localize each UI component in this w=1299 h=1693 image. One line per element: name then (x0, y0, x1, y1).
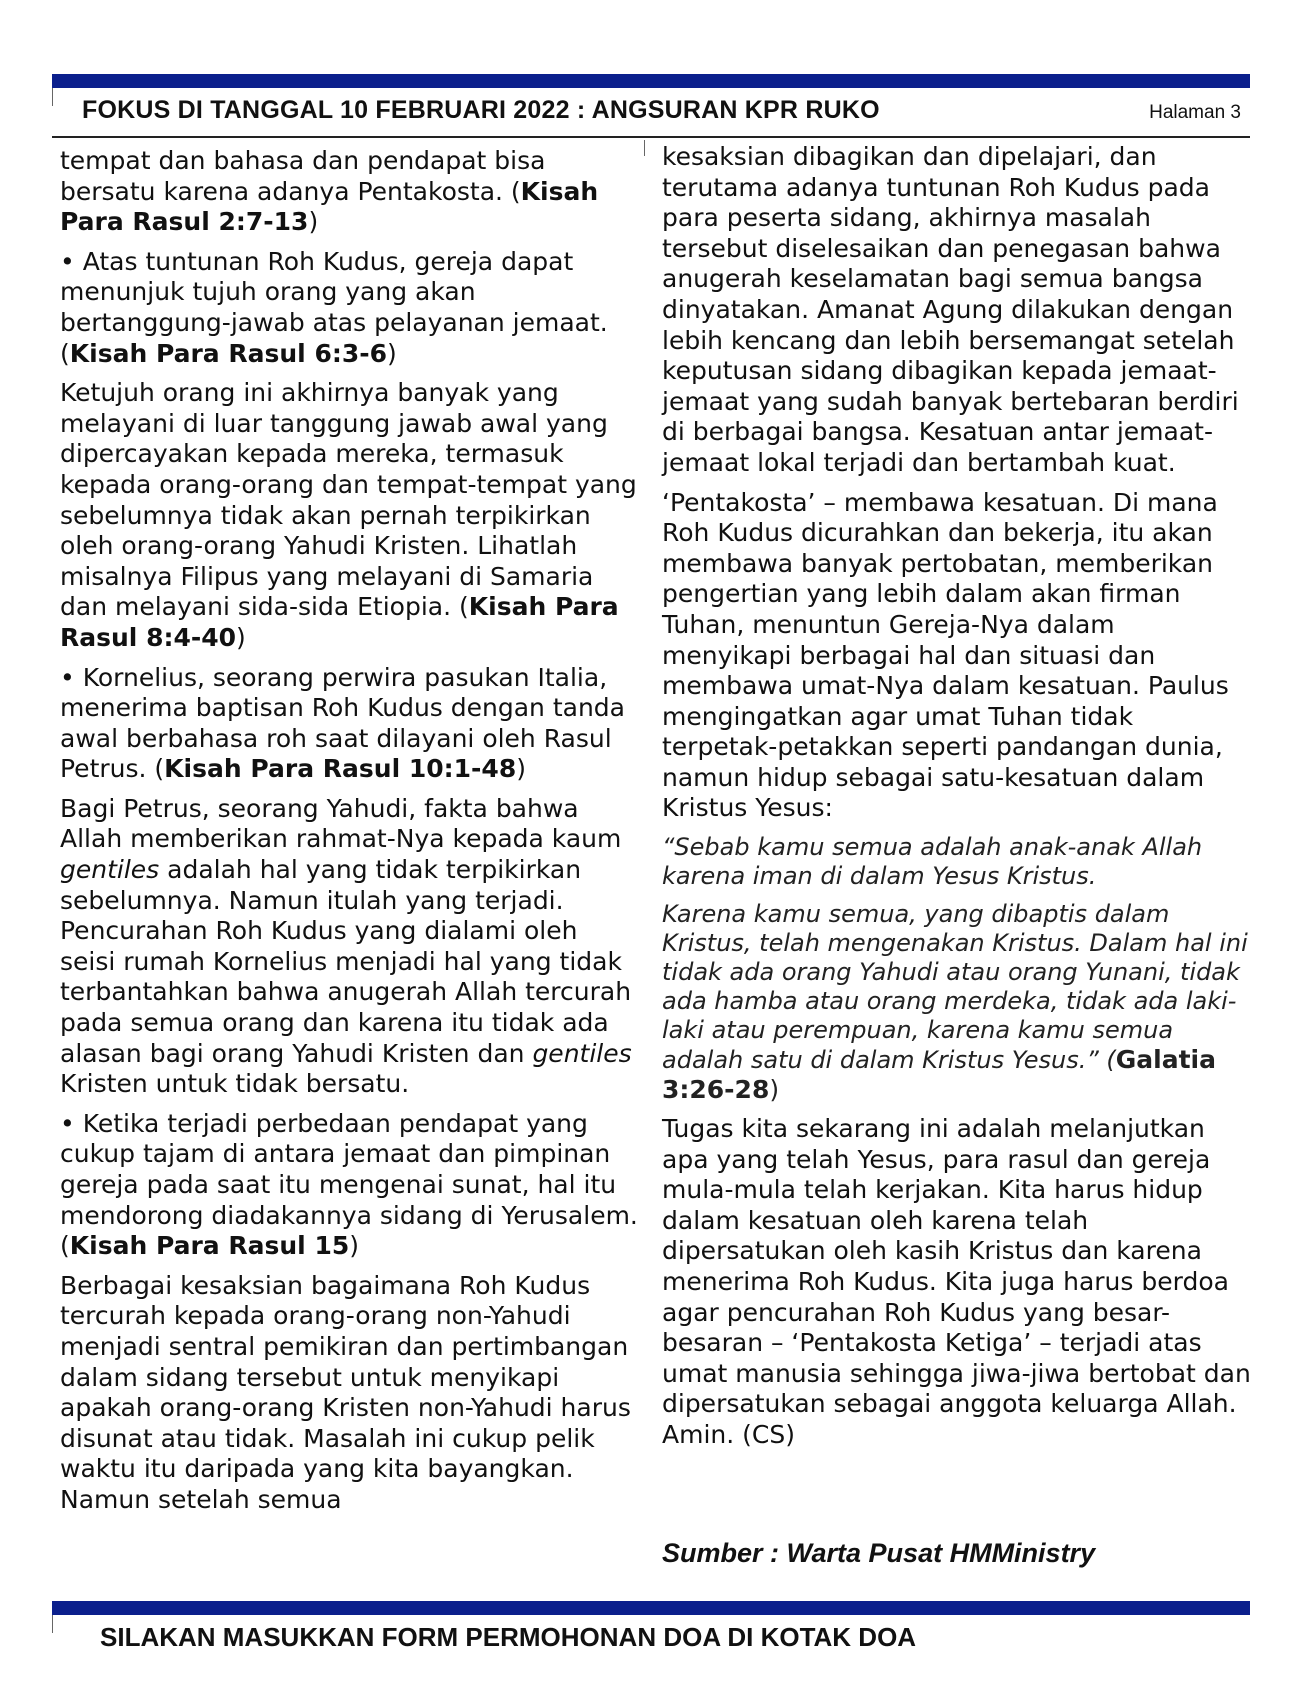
bible-verse-quote: “Sebab kamu semua adalah anak-anak Allah karena iman di dalam Yesus Kristus. (662, 833, 1203, 891)
paragraph: Bagi Petrus, seorang Yahudi, fakta bahwa Allah memberikan rahmat-Nya kepada kaum gentiles adalah hal yang tidak terpikirkan sebelumnya. Namun itulah yang terjadi. Pencurahan Roh Kudus yang dialami oleh seisi rumah Kornelius menjadi hal yang tidak terbantahkan bahwa anugerah Allah tercurah pada semua orang dan karena itu tidak ada alasan bagi orang Yahudi Kristen dan gentiles Kristen untuk tidak bersatu. (60, 793, 632, 1099)
scripture-reference: Galatia 3:26-28 (662, 1045, 1217, 1105)
paragraph: ‘Pentakosta’ – membawa kesatuan. Di mana Roh Kudus dicurahkan dan bekerja, itu akan membawa banyak pertobatan, memberikan pengertian yang lebih dalam akan firman Tuhan, menuntun Gereja-Nya dalam menyikapi berbagai hal dan situasi dan membawa umat-Nya dalam kesatuan. Paulus mengingatkan agar umat Tuhan tidak terpetak-petakkan seperti pandangan dunia, namun hidup sebagai satu-kesatuan dalam Kristus Yesus: (662, 487, 1229, 823)
left-column (60, 146, 640, 1525)
right-column (662, 142, 1252, 1460)
bullet-paragraph: • Atas tuntunan Roh Kudus, gereja dapat menunjuk tujuh orang yang akan bertanggung-jawab atas pelayanan jemaat. (Kisah Para Rasul 6:3-6) (60, 246, 608, 368)
top-blue-bar (52, 74, 1250, 88)
header-divider (52, 136, 1250, 138)
bullet-paragraph: • Ketika terjadi perbedaan pendapat yang cukup tajam di antara jemaat dan pimpinan gereja pada saat itu mengenai sunat, hal itu mendorong diadakannya sidang di Yerusalem. (Kisah Para Rasul 15) (60, 1108, 638, 1261)
bullet-paragraph: • Kornelius, seorang perwira pasukan Italia, menerima baptisan Roh Kudus dengan tanda awal berbahasa roh saat dilayani oleh Rasul Petrus. (Kisah Para Rasul 10:1-48) (60, 662, 625, 784)
scripture-reference: Kisah Para Rasul 2:7-13 (60, 176, 599, 237)
footer-notice: SILAKAN MASUKKAN FORM PERMOHONAN DOA DI KOTAK DOA (100, 1622, 917, 1652)
bottom-blue-bar (52, 1601, 1250, 1615)
scripture-reference: Kisah Para Rasul 6:3-6 (69, 338, 388, 368)
page-number: Halaman 3 (1149, 102, 1241, 123)
paragraph: Ketujuh orang ini akhirnya banyak yang melayani di luar tanggung jawab awal yang dipercayakan kepada mereka, termasuk kepada orang-orang dan tempat-tempat yang sebelumnya tidak akan pernah terpikirkan oleh orang-orang Yahudi Kristen. Lihatlah misalnya Filipus yang melayani di Samaria dan melayani sida-sida Etiopia. (Kisah Para Rasul 8:4-40) (60, 378, 637, 652)
paragraph: Tugas kita sekarang ini adalah melanjutkan apa yang telah Yesus, para rasul dan gereja mula-mula telah kerjakan. Kita harus hidup dalam kesatuan oleh karena telah dipersatukan oleh kasih Kristus dan karena menerima Roh Kudus. Kita juga harus berdoa agar pencurahan Roh Kudus yang besar-besaran – ‘Pentakosta Ketiga’ – terjadi atas umat manusia sehingga jiwa-jiwa bertobat dan dipersatukan sebagai anggota keluarga Allah. Amin. (CS) (662, 1114, 1251, 1449)
bible-verse-quote: Karena kamu semua, yang dibaptis dalam Kristus, telah mengenakan Kristus. Dalam hal ini tidak ada orang Yahudi atau orang Yunani, tidak ada hamba atau orang merdeka, tidak ada laki-laki atau perempuan, karena kamu semua adalah satu di dalam Kristus Yesus.” (Galatia 3:26-28) (662, 900, 1248, 1105)
paragraph: kesaksian dibagikan dan dipelajari, dan terutama adanya tuntunan Roh Kudus pada para peserta sidang, akhirnya masalah tersebut diselesaikan dan penegasan bahwa anugerah keselamatan bagi semua bangsa dinyatakan. Amanat Agung dilakukan dengan lebih kencang dan lebih bersemangat setelah keputusan sidang dibagikan kepada jemaat-jemaat yang sudah banyak bertebaran berdiri di berbagai bangsa. Kesatuan antar jemaat-jemaat lokal terjadi dan bertambah kuat. (662, 142, 1239, 477)
scripture-reference: Kisah Para Rasul 15 (69, 1231, 350, 1261)
paragraph: Berbagai kesaksian bagaimana Roh Kudus tercurah kepada orang-orang non-Yahudi menjadi sentral pemikiran dan pertimbangan dalam sidang tersebut untuk menyikapi apakah orang-orang Kristen non-Yahudi harus disunat atau tidak. Masalah ini cukup pelik waktu itu daripada yang kita bayangkan. Namun setelah semua (60, 1270, 631, 1514)
bottom-left-tick (52, 1615, 53, 1633)
scripture-reference: Kisah Para Rasul 10:1-48 (164, 754, 517, 784)
source-credit: Sumber : Warta Pusat HMMinistry (662, 1538, 1096, 1568)
column-divider (644, 140, 645, 156)
page-title: FOKUS DI TANGGAL 10 FEBRUARI 2022 : ANGSURAN KPR RUKO (82, 96, 880, 124)
scripture-reference: Kisah Para Rasul 8:4-40 (60, 592, 619, 652)
paragraph: tempat dan bahasa dan pendapat bisa bersatu karena adanya Pentakosta. (Kisah Para Rasul 2:7-13) (60, 146, 599, 237)
top-left-tick (52, 88, 53, 106)
